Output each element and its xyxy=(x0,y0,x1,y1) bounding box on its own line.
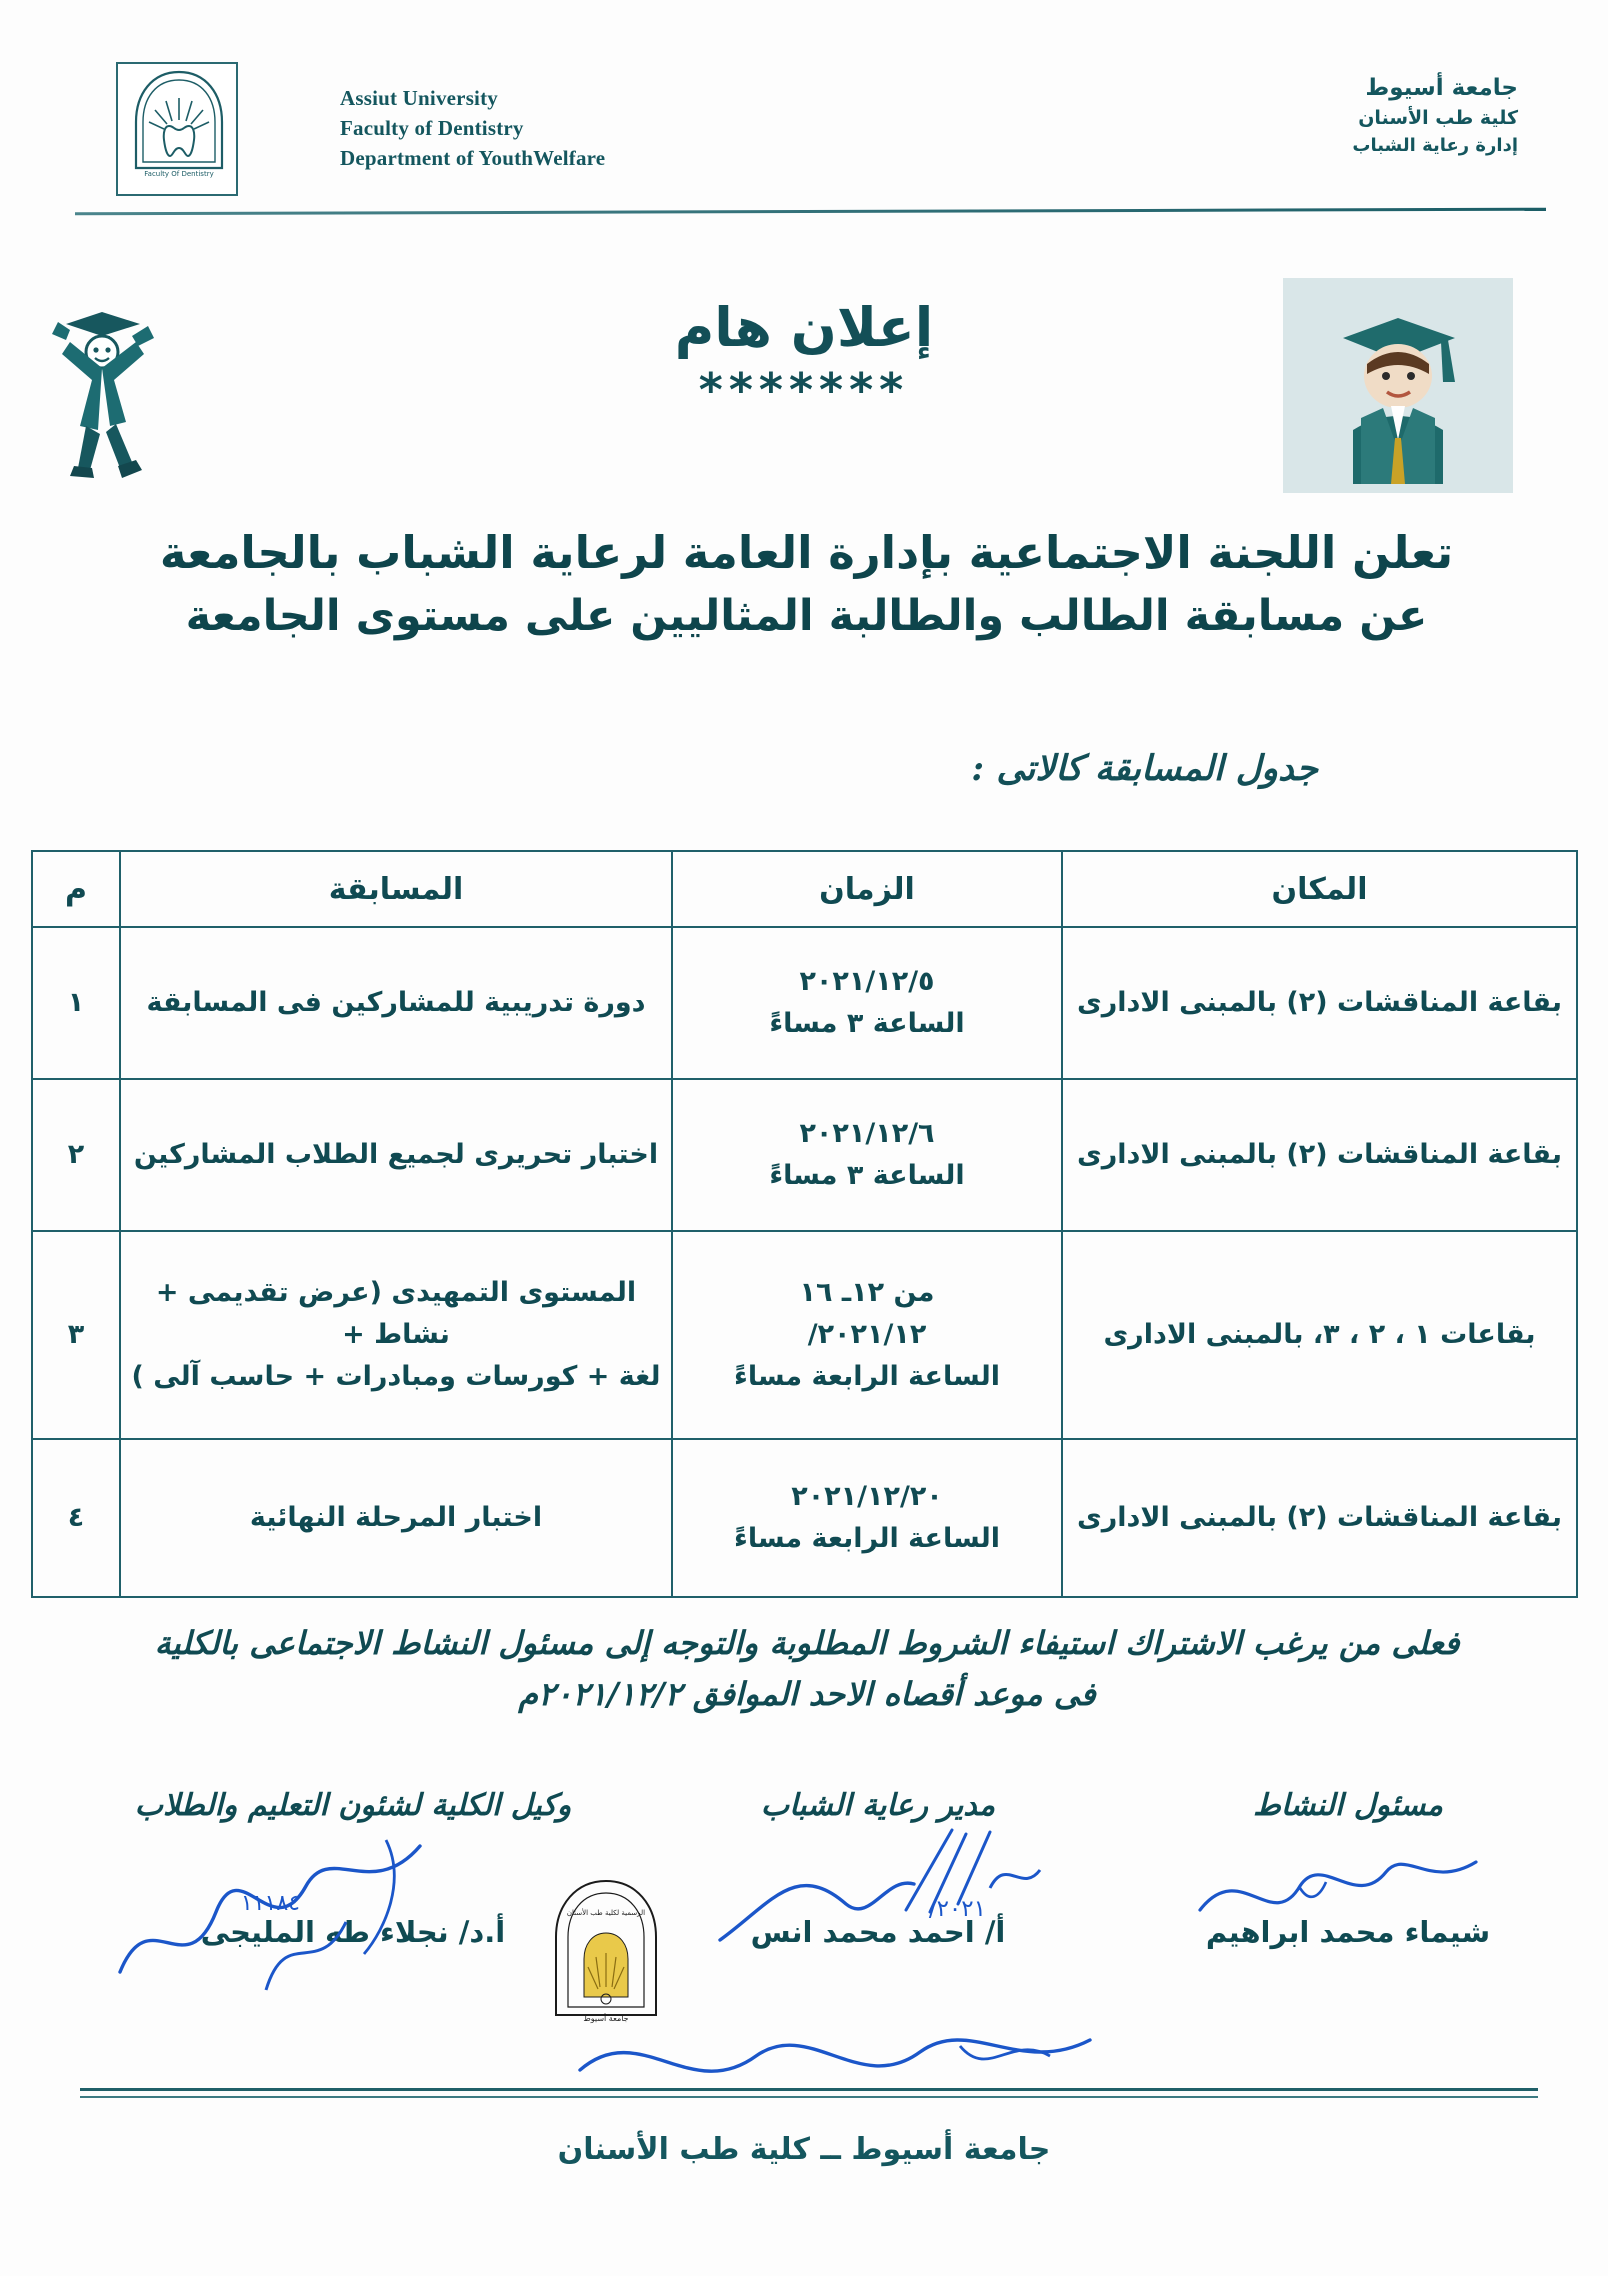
row1-competition-line1: دورة تدريبية للمشاركين فى المسابقة xyxy=(146,987,646,1019)
row3-time-line2: ٢٠٢١/١٢/ xyxy=(807,1319,927,1351)
row2-competition xyxy=(120,1079,672,1231)
row2-place xyxy=(1062,1079,1577,1231)
signature-vice-dean xyxy=(93,1788,613,1949)
row4-competition xyxy=(120,1439,672,1597)
dentistry-logo-icon xyxy=(122,64,236,190)
row1-time xyxy=(672,927,1062,1079)
table-header-competition: المسابقة xyxy=(120,851,672,927)
official-stamp xyxy=(540,1875,672,2025)
row3-place-line1: بقاعات ١ ، ٢ ، ٣، بالمبنى الادارى xyxy=(1103,1319,1536,1351)
row3-competition-line2: لغة + كورسات ومبادرات + حاسب آلى ) xyxy=(131,1360,661,1392)
header-arabic-line3: إدارة رعاية الشباب xyxy=(1352,134,1518,156)
row4-time xyxy=(672,1439,1062,1597)
row2-num: ٢ xyxy=(32,1079,120,1231)
row3-time xyxy=(672,1231,1062,1439)
announcement-body xyxy=(60,520,1553,648)
note-line-1: فعلى من يرغب الاشتراك استيفاء الشروط المطلوبة والتوجه إلى مسئول النشاط الاجتماعى بالكلية xyxy=(154,1624,1460,1662)
footer-divider-bottom xyxy=(80,2096,1538,2098)
svg-text:٢٠٢١/: ٢٠٢١/ xyxy=(928,1896,986,1922)
row3-time-line1: من ١٢ـ ١٦ xyxy=(799,1277,935,1309)
note-line-2: فى موعد أقصاه الاحد الموافق ٢٠٢١/١٢/٢م xyxy=(518,1675,1096,1714)
row4-place xyxy=(1062,1439,1577,1597)
row2-time-line1: ٢٠٢١/١٢/٦ xyxy=(799,1118,935,1150)
header-english-line2: Faculty of Dentistry xyxy=(340,115,524,140)
row1-competition xyxy=(120,927,672,1079)
signature-name-1: شيماء محمد ابراهيم xyxy=(1205,1915,1491,1949)
row2-place-line1: بقاعة المناقشات (٢) بالمبنى الادارى xyxy=(1076,1139,1562,1171)
header-arabic-line1: جامعة أسيوط xyxy=(1365,75,1518,101)
row4-time-line2: الساعة الرابعة مساءً xyxy=(734,1523,1000,1554)
row4-num: ٤ xyxy=(32,1439,120,1597)
signature-title-3: وكيل الكلية لشئون التعليم والطلاب xyxy=(134,1788,572,1823)
footer-text: جامعة أسيوط ــ كلية طب الأسنان xyxy=(557,2132,1051,2167)
signature-name-3: أ.د/ نجلاء طه المليجى xyxy=(200,1915,506,1949)
table-row xyxy=(32,1231,1577,1439)
schedule-label: جدول المسابقة كالاتى : xyxy=(971,748,1318,789)
university-logo xyxy=(116,62,238,196)
registration-note xyxy=(58,1618,1556,1720)
row1-place xyxy=(1062,927,1577,1079)
svg-text:Faculty Of Dentistry: Faculty Of Dentistry xyxy=(144,170,214,178)
signature-youth-director xyxy=(663,1788,1093,1949)
competition-schedule-table xyxy=(31,850,1578,1598)
row1-time-line2: الساعة ٣ مساءً xyxy=(769,1008,965,1039)
table-row xyxy=(32,1439,1577,1597)
stamp-university-text: جامعة أسيوط xyxy=(583,2014,629,2023)
row4-competition-line1: اختبار المرحلة النهائية xyxy=(249,1502,543,1534)
page-title: إعلان هام xyxy=(674,296,934,359)
title-stars-decoration: ******* xyxy=(698,362,910,417)
footer-divider-top xyxy=(80,2088,1538,2091)
announcement-title-block xyxy=(0,296,1608,417)
announcement-line-2: عن مسابقة الطالب والطالبة المثاليين على مستوى الجامعة xyxy=(185,591,1428,642)
document-header xyxy=(0,62,1608,212)
row1-place-line1: بقاعة المناقشات (٢) بالمبنى الادارى xyxy=(1076,987,1562,1019)
svg-text:الرسمية لكلية طب الأسنان: الرسمية لكلية طب الأسنان xyxy=(566,1909,646,1917)
header-arabic-line2: كلية طب الأسنان xyxy=(1358,107,1518,130)
header-english-line3: Department of YouthWelfare xyxy=(340,145,606,170)
svg-text:١١١٨٤: ١١١٨٤ xyxy=(240,1891,300,1916)
signature-name-2: أ/ احمد محمد انس xyxy=(750,1915,1006,1949)
header-arabic-block xyxy=(1352,72,1518,159)
row4-place-line1: بقاعة المناقشات (٢) بالمبنى الادارى xyxy=(1076,1502,1562,1534)
header-english-line1: Assiut University xyxy=(340,86,498,110)
row1-num: ١ xyxy=(32,927,120,1079)
signature-activity-officer xyxy=(1133,1788,1563,1949)
row3-competition xyxy=(120,1231,672,1439)
table-header-num: م xyxy=(32,851,120,927)
row3-competition-line1: المستوى التمهيدى (عرض تقديمى + نشاط + xyxy=(155,1277,637,1351)
row2-competition-line1: اختبار تحريرى لجميع الطلاب المشاركين xyxy=(133,1139,659,1171)
announcement-line-1: تعلن اللجنة الاجتماعية بإدارة العامة لرعاية الشباب بالجامعة xyxy=(159,526,1454,579)
table-header-time: الزمان xyxy=(672,851,1062,927)
signature-title-1: مسئول النشاط xyxy=(1253,1788,1443,1823)
table-header-row xyxy=(32,851,1577,927)
table-row xyxy=(32,1079,1577,1231)
table-header-place: المكان xyxy=(1062,851,1577,927)
row2-time xyxy=(672,1079,1062,1231)
row3-num: ٣ xyxy=(32,1231,120,1439)
header-english-block xyxy=(340,84,760,173)
row4-time-line1: ٢٠٢١/١٢/٢٠ xyxy=(791,1481,943,1513)
row1-time-line1: ٢٠٢١/١٢/٥ xyxy=(799,966,935,998)
table-row xyxy=(32,927,1577,1079)
row2-time-line2: الساعة ٣ مساءً xyxy=(769,1160,965,1191)
signature-title-2: مدير رعاية الشباب xyxy=(760,1788,996,1823)
row3-time-line3: الساعة الرابعة مساءً xyxy=(734,1360,1000,1392)
row3-place xyxy=(1062,1231,1577,1439)
signature-block xyxy=(50,1788,1563,2028)
